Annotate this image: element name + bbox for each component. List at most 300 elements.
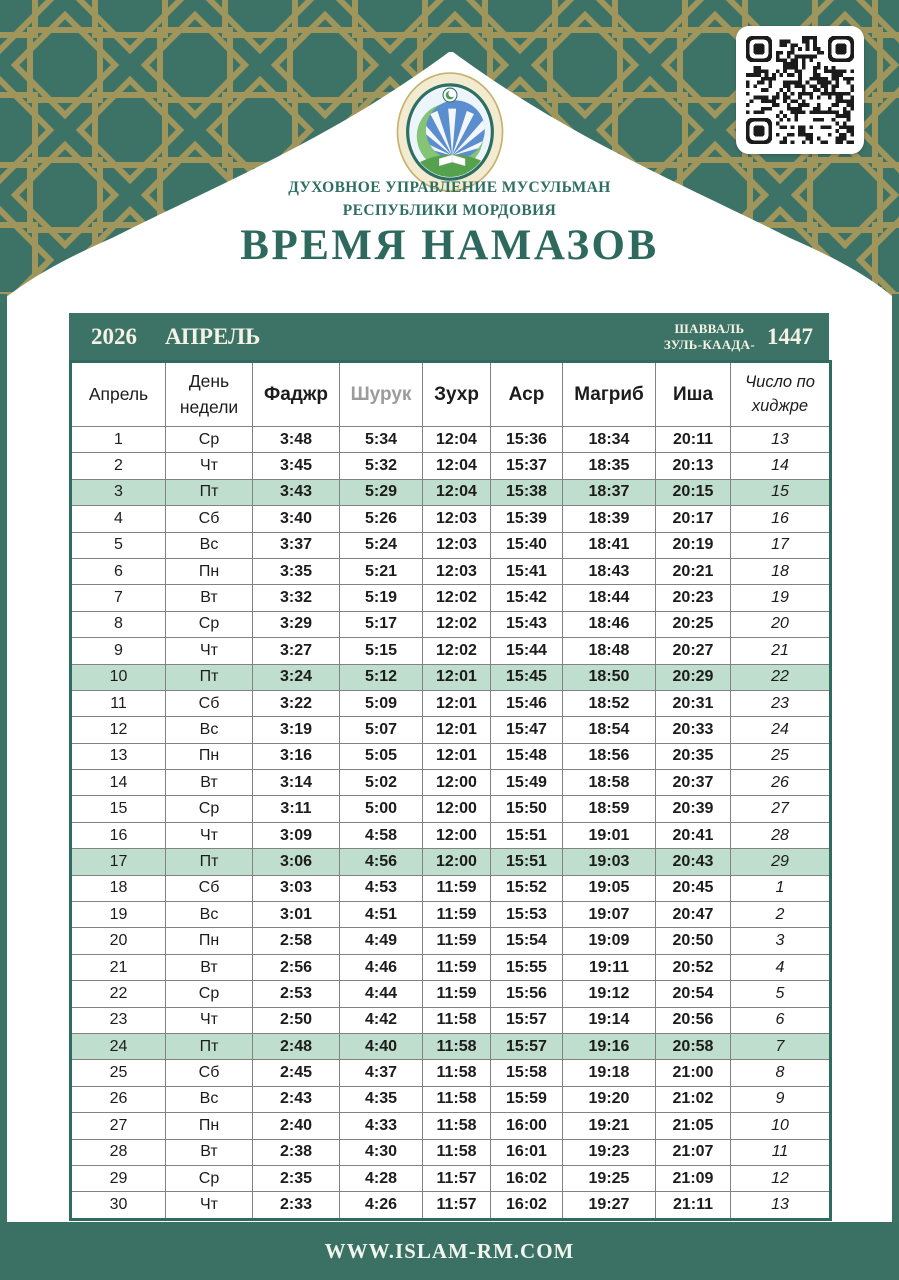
gregorian-date [91, 324, 260, 350]
cell-shuruk: 5:12 [340, 664, 423, 690]
cell-maghrib: 18:35 [563, 453, 656, 479]
cell-hijri: 7 [731, 1033, 831, 1059]
cell-isha: 20:19 [656, 532, 731, 558]
table-row [71, 1113, 831, 1139]
table-row [71, 849, 831, 875]
cell-date: 5 [71, 532, 166, 558]
month-label: АПРЕЛЬ [165, 323, 261, 349]
col-header-asr: Аср [491, 362, 563, 427]
cell-fajr: 3:06 [253, 849, 340, 875]
cell-hijri: 13 [731, 1192, 831, 1219]
qr-code-pattern [746, 36, 854, 144]
cell-zuhr: 12:02 [423, 638, 491, 664]
col-header-maghrib: Магриб [563, 362, 656, 427]
cell-shuruk: 4:44 [340, 981, 423, 1007]
table-row [71, 1033, 831, 1059]
cell-zuhr: 12:00 [423, 796, 491, 822]
cell-isha: 20:52 [656, 954, 731, 980]
cell-date: 22 [71, 981, 166, 1007]
cell-date: 27 [71, 1113, 166, 1139]
cell-date: 2 [71, 453, 166, 479]
table-row [71, 1165, 831, 1191]
cell-isha: 20:23 [656, 585, 731, 611]
cell-date: 11 [71, 690, 166, 716]
cell-day: Вт [166, 1139, 253, 1165]
cell-shuruk: 5:02 [340, 770, 423, 796]
cell-fajr: 2:58 [253, 928, 340, 954]
cell-isha: 20:35 [656, 743, 731, 769]
cell-asr: 15:39 [491, 506, 563, 532]
cell-asr: 15:54 [491, 928, 563, 954]
calendar-header-bar [69, 313, 829, 360]
cell-day: Чт [166, 1007, 253, 1033]
cell-maghrib: 18:39 [563, 506, 656, 532]
table-row [71, 954, 831, 980]
org-name-line2: РЕСПУБЛИКИ МОРДОВИЯ [342, 202, 557, 219]
cell-zuhr: 11:59 [423, 954, 491, 980]
cell-isha: 21:09 [656, 1165, 731, 1191]
cell-isha: 20:41 [656, 822, 731, 848]
cell-asr: 15:55 [491, 954, 563, 980]
cell-isha: 20:13 [656, 453, 731, 479]
cell-shuruk: 4:56 [340, 849, 423, 875]
cell-shuruk: 5:29 [340, 479, 423, 505]
cell-fajr: 2:45 [253, 1060, 340, 1086]
cell-day: Пн [166, 743, 253, 769]
table-row [71, 1192, 831, 1219]
cell-maghrib: 19:16 [563, 1033, 656, 1059]
cell-maghrib: 19:09 [563, 928, 656, 954]
cell-shuruk: 5:07 [340, 717, 423, 743]
cell-hijri: 22 [731, 664, 831, 690]
cell-isha: 20:31 [656, 690, 731, 716]
cell-hijri: 8 [731, 1060, 831, 1086]
cell-date: 10 [71, 664, 166, 690]
cell-day: Пн [166, 928, 253, 954]
hijri-month-line2: ЗУЛЬ-КААДА- [663, 336, 755, 352]
cell-maghrib: 18:52 [563, 690, 656, 716]
cell-fajr: 2:53 [253, 981, 340, 1007]
cell-date: 9 [71, 638, 166, 664]
col-header-fajr: Фаджр [253, 362, 340, 427]
cell-fajr: 3:03 [253, 875, 340, 901]
cell-hijri: 27 [731, 796, 831, 822]
cell-shuruk: 4:28 [340, 1165, 423, 1191]
cell-date: 30 [71, 1192, 166, 1219]
cell-day: Ср [166, 611, 253, 637]
cell-zuhr: 11:58 [423, 1007, 491, 1033]
crescent-rays-book-emblem-icon [393, 72, 507, 192]
cell-day: Пт [166, 664, 253, 690]
table-row [71, 532, 831, 558]
cell-shuruk: 4:26 [340, 1192, 423, 1219]
cell-fajr: 2:43 [253, 1086, 340, 1112]
table-row [71, 928, 831, 954]
table-row [71, 1060, 831, 1086]
cell-date: 23 [71, 1007, 166, 1033]
cell-day: Чт [166, 638, 253, 664]
cell-shuruk: 5:26 [340, 506, 423, 532]
cell-fajr: 2:56 [253, 954, 340, 980]
cell-isha: 21:07 [656, 1139, 731, 1165]
cell-day: Вт [166, 770, 253, 796]
cell-zuhr: 12:02 [423, 585, 491, 611]
cell-zuhr: 12:04 [423, 479, 491, 505]
col-header-shuruk: Шурук [340, 362, 423, 427]
cell-shuruk: 5:05 [340, 743, 423, 769]
cell-date: 15 [71, 796, 166, 822]
cell-isha: 20:50 [656, 928, 731, 954]
cell-hijri: 3 [731, 928, 831, 954]
cell-asr: 15:51 [491, 849, 563, 875]
cell-date: 14 [71, 770, 166, 796]
cell-day: Вс [166, 532, 253, 558]
cell-asr: 15:52 [491, 875, 563, 901]
col-header-hijri: Число по хиджре [731, 362, 831, 427]
cell-isha: 20:47 [656, 902, 731, 928]
cell-date: 1 [71, 427, 166, 453]
cell-day: Сб [166, 506, 253, 532]
cell-day: Ср [166, 427, 253, 453]
cell-date: 16 [71, 822, 166, 848]
col-header-weekday: День недели [166, 362, 253, 427]
cell-zuhr: 12:01 [423, 743, 491, 769]
cell-date: 7 [71, 585, 166, 611]
cell-zuhr: 12:02 [423, 611, 491, 637]
cell-zuhr: 11:58 [423, 1113, 491, 1139]
cell-fajr: 3:45 [253, 453, 340, 479]
cell-day: Сб [166, 875, 253, 901]
cell-shuruk: 4:58 [340, 822, 423, 848]
cell-fajr: 3:11 [253, 796, 340, 822]
cell-day: Пт [166, 849, 253, 875]
cell-zuhr: 12:03 [423, 532, 491, 558]
cell-maghrib: 18:48 [563, 638, 656, 664]
cell-hijri: 5 [731, 981, 831, 1007]
cell-hijri: 1 [731, 875, 831, 901]
cell-hijri: 9 [731, 1086, 831, 1112]
cell-fajr: 3:43 [253, 479, 340, 505]
cell-day: Пн [166, 558, 253, 584]
cell-date: 13 [71, 743, 166, 769]
cell-hijri: 18 [731, 558, 831, 584]
cell-fajr: 2:40 [253, 1113, 340, 1139]
cell-maghrib: 18:50 [563, 664, 656, 690]
cell-hijri: 13 [731, 427, 831, 453]
cell-day: Вс [166, 1086, 253, 1112]
cell-maghrib: 18:56 [563, 743, 656, 769]
cell-day: Чт [166, 822, 253, 848]
cell-maghrib: 19:18 [563, 1060, 656, 1086]
cell-isha: 20:54 [656, 981, 731, 1007]
table-row [71, 506, 831, 532]
cell-date: 25 [71, 1060, 166, 1086]
cell-hijri: 15 [731, 479, 831, 505]
cell-date: 17 [71, 849, 166, 875]
cell-hijri: 26 [731, 770, 831, 796]
cell-zuhr: 12:01 [423, 664, 491, 690]
cell-shuruk: 5:34 [340, 427, 423, 453]
cell-date: 21 [71, 954, 166, 980]
cell-asr: 15:53 [491, 902, 563, 928]
cell-hijri: 21 [731, 638, 831, 664]
cell-day: Пт [166, 479, 253, 505]
table-row [71, 796, 831, 822]
qr-code [736, 26, 864, 154]
year-label: 2026 [91, 323, 137, 349]
cell-asr: 15:57 [491, 1033, 563, 1059]
cell-maghrib: 19:03 [563, 849, 656, 875]
table-row [71, 743, 831, 769]
cell-date: 19 [71, 902, 166, 928]
cell-zuhr: 11:59 [423, 902, 491, 928]
cell-date: 28 [71, 1139, 166, 1165]
cell-maghrib: 19:25 [563, 1165, 656, 1191]
cell-hijri: 24 [731, 717, 831, 743]
cell-maghrib: 19:20 [563, 1086, 656, 1112]
cell-asr: 15:45 [491, 664, 563, 690]
table-header-row [71, 362, 831, 427]
cell-fajr: 3:16 [253, 743, 340, 769]
cell-isha: 20:39 [656, 796, 731, 822]
col-header-date: Апрель [71, 362, 166, 427]
cell-hijri: 11 [731, 1139, 831, 1165]
cell-zuhr: 12:01 [423, 690, 491, 716]
cell-asr: 15:58 [491, 1060, 563, 1086]
cell-shuruk: 5:00 [340, 796, 423, 822]
cell-maghrib: 19:23 [563, 1139, 656, 1165]
cell-day: Сб [166, 1060, 253, 1086]
cell-day: Вт [166, 954, 253, 980]
col-header-zuhr: Зухр [423, 362, 491, 427]
cell-isha: 20:11 [656, 427, 731, 453]
cell-isha: 21:02 [656, 1086, 731, 1112]
cell-maghrib: 18:46 [563, 611, 656, 637]
cell-shuruk: 4:37 [340, 1060, 423, 1086]
cell-zuhr: 12:04 [423, 453, 491, 479]
cell-day: Пн [166, 1113, 253, 1139]
table-row [71, 664, 831, 690]
cell-hijri: 2 [731, 902, 831, 928]
table-row [71, 902, 831, 928]
table-row [71, 690, 831, 716]
cell-maghrib: 19:01 [563, 822, 656, 848]
cell-date: 3 [71, 479, 166, 505]
cell-day: Чт [166, 1192, 253, 1219]
cell-asr: 16:01 [491, 1139, 563, 1165]
cell-date: 26 [71, 1086, 166, 1112]
cell-maghrib: 18:54 [563, 717, 656, 743]
cell-zuhr: 12:03 [423, 506, 491, 532]
cell-asr: 16:00 [491, 1113, 563, 1139]
cell-asr: 15:51 [491, 822, 563, 848]
cell-isha: 20:29 [656, 664, 731, 690]
cell-date: 8 [71, 611, 166, 637]
cell-day: Вс [166, 717, 253, 743]
cell-fajr: 3:48 [253, 427, 340, 453]
cell-shuruk: 5:15 [340, 638, 423, 664]
cell-maghrib: 18:58 [563, 770, 656, 796]
cell-asr: 15:48 [491, 743, 563, 769]
cell-maghrib: 19:12 [563, 981, 656, 1007]
cell-fajr: 3:09 [253, 822, 340, 848]
cell-hijri: 28 [731, 822, 831, 848]
cell-hijri: 19 [731, 585, 831, 611]
cell-isha: 20:15 [656, 479, 731, 505]
cell-zuhr: 11:58 [423, 1060, 491, 1086]
cell-isha: 20:21 [656, 558, 731, 584]
hijri-months [664, 321, 755, 353]
cell-day: Ср [166, 1165, 253, 1191]
cell-hijri: 14 [731, 453, 831, 479]
table-row [71, 611, 831, 637]
cell-asr: 15:36 [491, 427, 563, 453]
cell-asr: 15:47 [491, 717, 563, 743]
cell-maghrib: 18:44 [563, 585, 656, 611]
cell-hijri: 6 [731, 1007, 831, 1033]
cell-hijri: 16 [731, 506, 831, 532]
org-name-line1: ДУХОВНОЕ УПРАВЛЕНИЕ МУСУЛЬМАН [288, 179, 611, 196]
cell-zuhr: 11:58 [423, 1033, 491, 1059]
table-row [71, 770, 831, 796]
cell-shuruk: 5:19 [340, 585, 423, 611]
cell-shuruk: 4:30 [340, 1139, 423, 1165]
cell-fajr: 3:29 [253, 611, 340, 637]
cell-fajr: 3:24 [253, 664, 340, 690]
cell-hijri: 29 [731, 849, 831, 875]
cell-fajr: 2:35 [253, 1165, 340, 1191]
cell-date: 4 [71, 506, 166, 532]
cell-maghrib: 18:59 [563, 796, 656, 822]
cell-shuruk: 4:51 [340, 902, 423, 928]
table-row [71, 585, 831, 611]
cell-hijri: 12 [731, 1165, 831, 1191]
cell-asr: 15:57 [491, 1007, 563, 1033]
cell-zuhr: 11:58 [423, 1139, 491, 1165]
cell-date: 6 [71, 558, 166, 584]
cell-asr: 15:38 [491, 479, 563, 505]
cell-zuhr: 12:00 [423, 849, 491, 875]
table-row [71, 558, 831, 584]
cell-maghrib: 19:14 [563, 1007, 656, 1033]
cell-asr: 15:42 [491, 585, 563, 611]
cell-fajr: 2:50 [253, 1007, 340, 1033]
cell-hijri: 25 [731, 743, 831, 769]
cell-zuhr: 12:00 [423, 822, 491, 848]
cell-isha: 21:11 [656, 1192, 731, 1219]
cell-shuruk: 5:21 [340, 558, 423, 584]
cell-asr: 15:56 [491, 981, 563, 1007]
cell-asr: 15:40 [491, 532, 563, 558]
cell-maghrib: 18:43 [563, 558, 656, 584]
org-emblem [393, 72, 507, 192]
cell-shuruk: 4:42 [340, 1007, 423, 1033]
cell-fajr: 3:27 [253, 638, 340, 664]
table-row [71, 717, 831, 743]
cell-date: 20 [71, 928, 166, 954]
cell-shuruk: 4:49 [340, 928, 423, 954]
cell-shuruk: 4:40 [340, 1033, 423, 1059]
cell-day: Ср [166, 981, 253, 1007]
page-title: ВРЕМЯ НАМАЗОВ [240, 222, 659, 269]
table-row [71, 875, 831, 901]
cell-zuhr: 12:04 [423, 427, 491, 453]
cell-zuhr: 12:01 [423, 717, 491, 743]
hijri-month-line1: ШАВВАЛЬ [674, 320, 745, 336]
cell-shuruk: 4:35 [340, 1086, 423, 1112]
cell-fajr: 3:22 [253, 690, 340, 716]
cell-zuhr: 12:00 [423, 770, 491, 796]
footer-band [0, 1222, 899, 1280]
table-row [71, 638, 831, 664]
cell-fajr: 2:48 [253, 1033, 340, 1059]
cell-hijri: 17 [731, 532, 831, 558]
col-header-isha: Иша [656, 362, 731, 427]
cell-date: 24 [71, 1033, 166, 1059]
cell-zuhr: 11:57 [423, 1192, 491, 1219]
cell-isha: 20:45 [656, 875, 731, 901]
cell-fajr: 3:35 [253, 558, 340, 584]
hijri-date [664, 321, 813, 353]
cell-isha: 20:58 [656, 1033, 731, 1059]
cell-maghrib: 19:07 [563, 902, 656, 928]
cell-shuruk: 5:09 [340, 690, 423, 716]
cell-isha: 20:33 [656, 717, 731, 743]
cell-day: Сб [166, 690, 253, 716]
cell-shuruk: 5:17 [340, 611, 423, 637]
org-name [0, 176, 899, 222]
cell-isha: 20:25 [656, 611, 731, 637]
table-row [71, 1086, 831, 1112]
cell-isha: 21:05 [656, 1113, 731, 1139]
cell-isha: 20:43 [656, 849, 731, 875]
cell-isha: 21:00 [656, 1060, 731, 1086]
cell-fajr: 2:33 [253, 1192, 340, 1219]
table-row [71, 1007, 831, 1033]
cell-day: Чт [166, 453, 253, 479]
cell-zuhr: 11:59 [423, 928, 491, 954]
cell-shuruk: 5:24 [340, 532, 423, 558]
cell-fajr: 3:32 [253, 585, 340, 611]
cell-shuruk: 5:32 [340, 453, 423, 479]
cell-fajr: 3:37 [253, 532, 340, 558]
cell-zuhr: 11:59 [423, 875, 491, 901]
cell-asr: 15:49 [491, 770, 563, 796]
cell-asr: 15:37 [491, 453, 563, 479]
cell-asr: 15:50 [491, 796, 563, 822]
cell-day: Пт [166, 1033, 253, 1059]
website-url: WWW.ISLAM-RM.COM [324, 1238, 575, 1263]
cell-hijri: 20 [731, 611, 831, 637]
cell-shuruk: 4:53 [340, 875, 423, 901]
table-row [71, 479, 831, 505]
cell-fajr: 3:01 [253, 902, 340, 928]
cell-hijri: 4 [731, 954, 831, 980]
cell-shuruk: 4:46 [340, 954, 423, 980]
cell-maghrib: 19:21 [563, 1113, 656, 1139]
cell-asr: 15:43 [491, 611, 563, 637]
cell-maghrib: 19:27 [563, 1192, 656, 1219]
right-border-stripe [892, 294, 899, 1224]
cell-maghrib: 19:11 [563, 954, 656, 980]
cell-date: 12 [71, 717, 166, 743]
cell-maghrib: 19:05 [563, 875, 656, 901]
cell-isha: 20:56 [656, 1007, 731, 1033]
cell-hijri: 10 [731, 1113, 831, 1139]
prayer-times-table [69, 360, 832, 1221]
cell-maghrib: 18:34 [563, 427, 656, 453]
table-row [71, 822, 831, 848]
